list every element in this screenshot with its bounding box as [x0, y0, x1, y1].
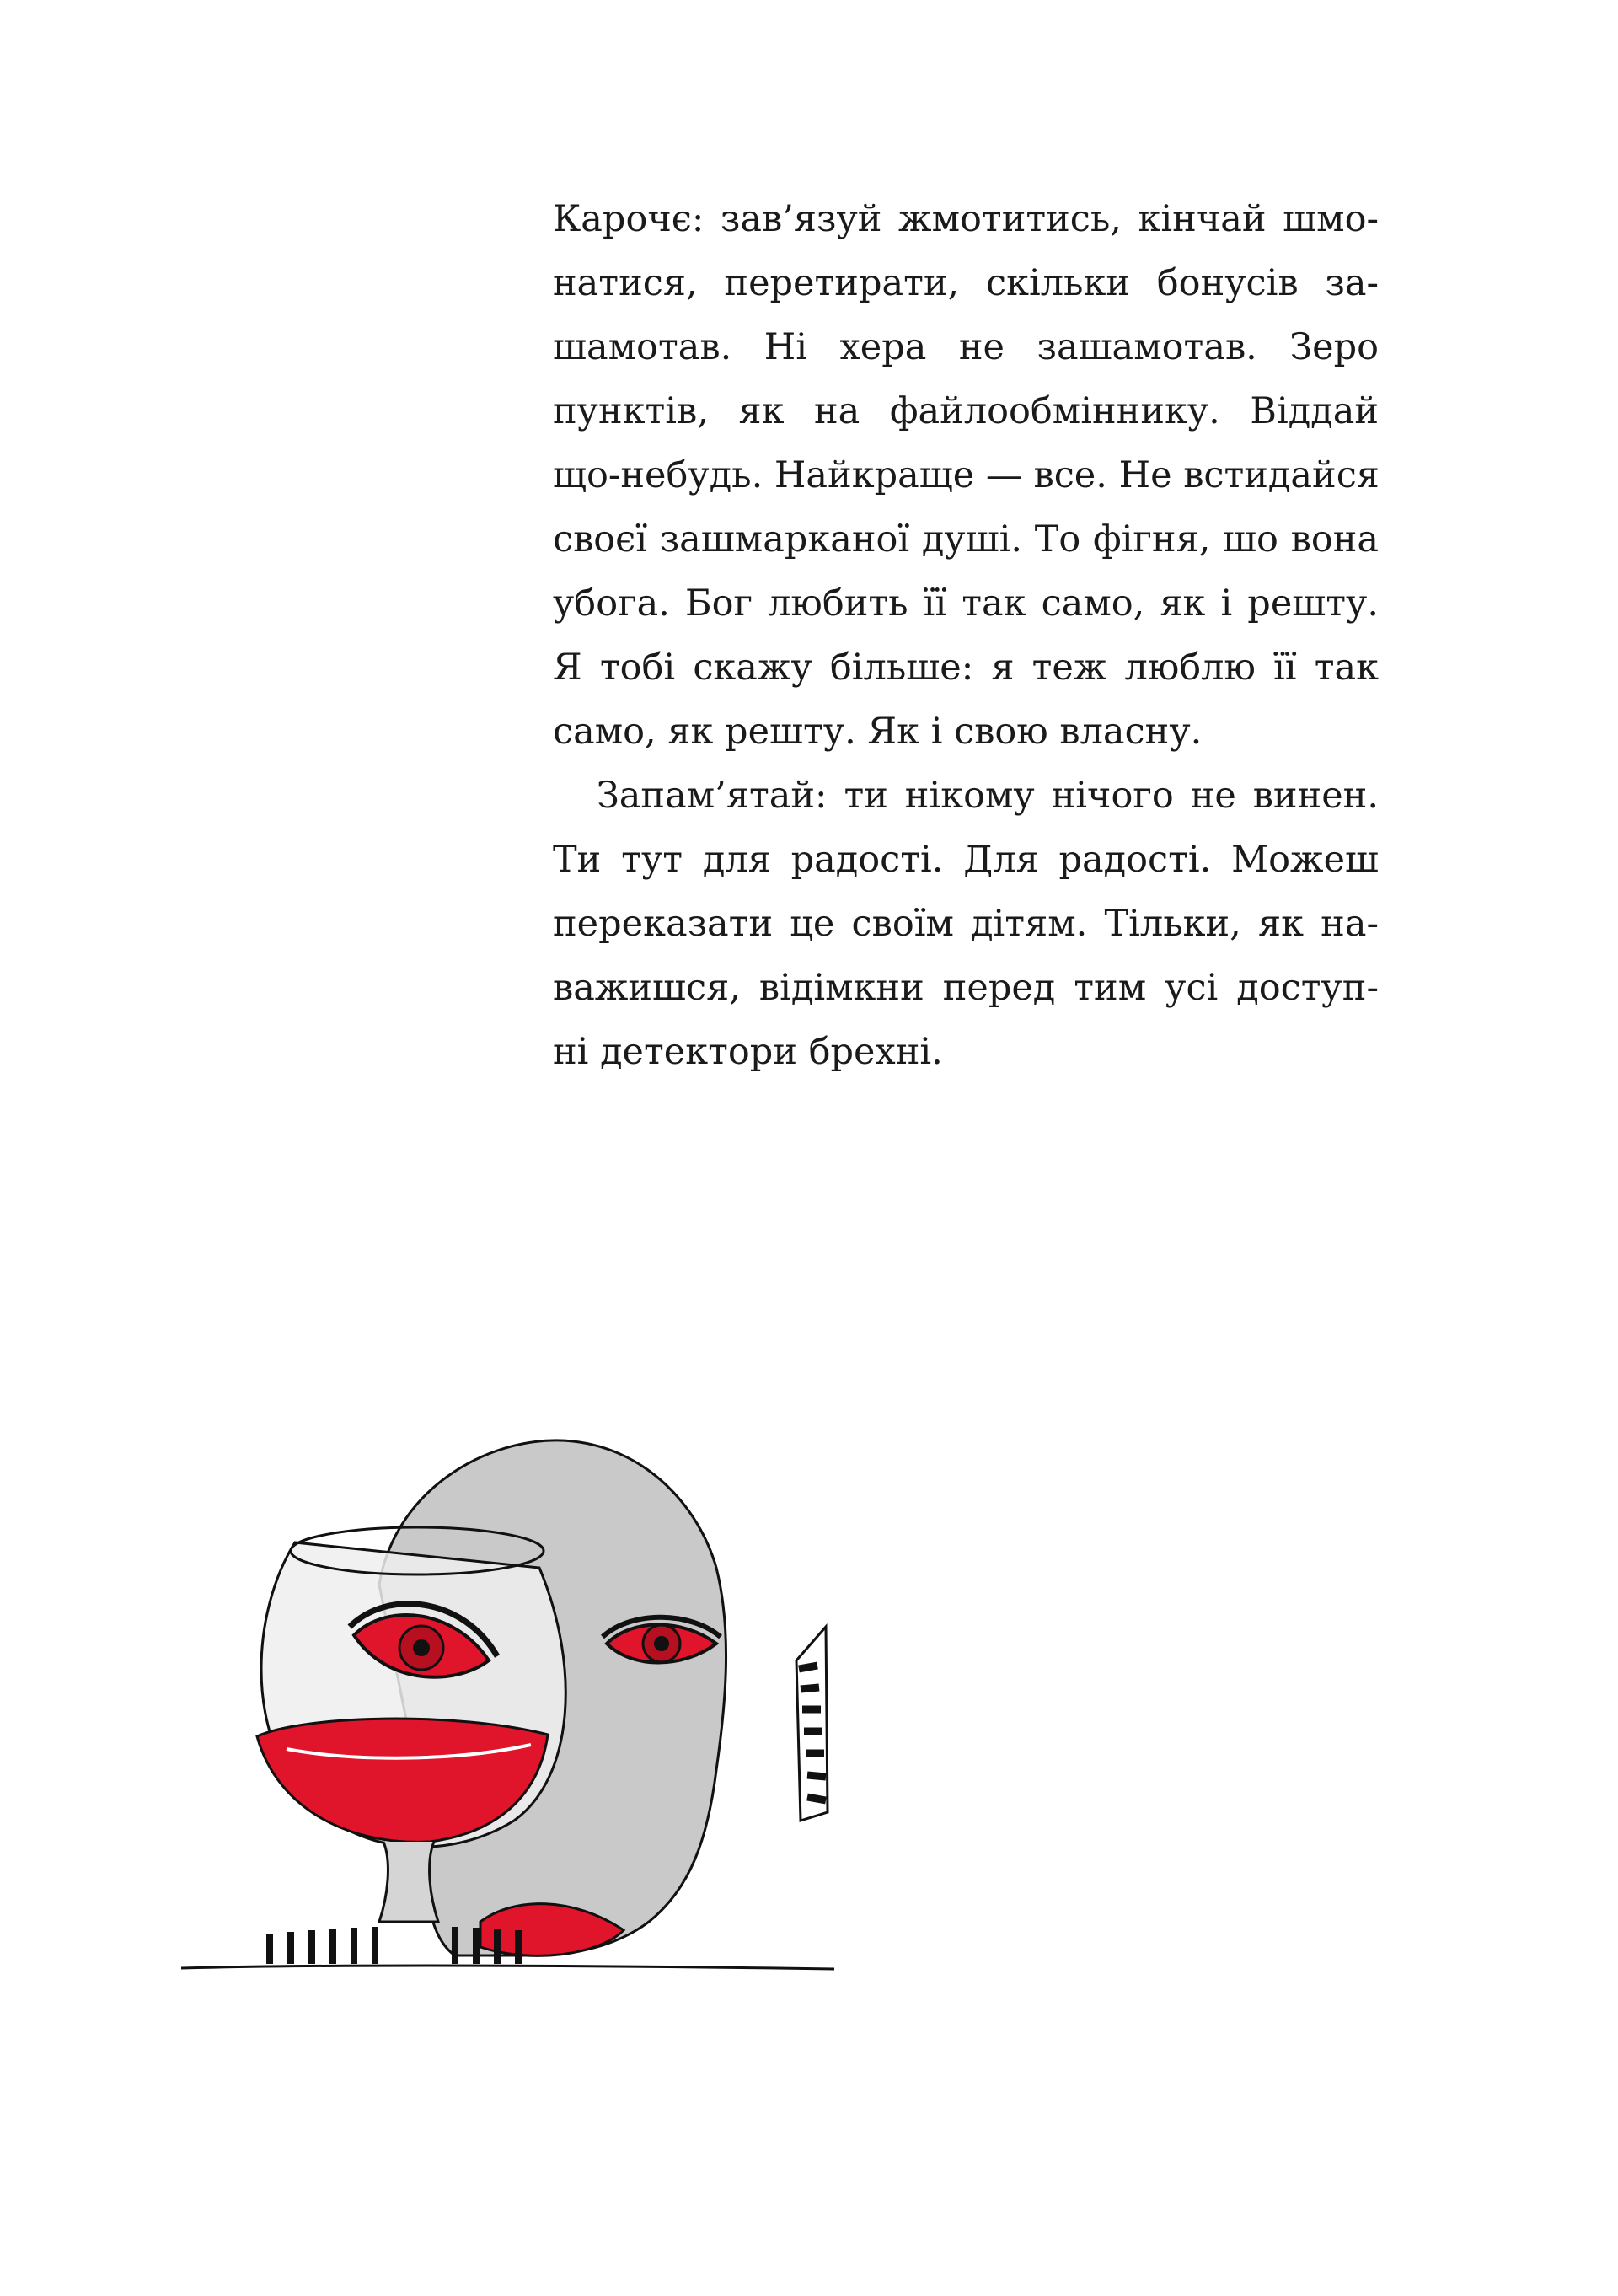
text-line: само, як решту. Як і свою власну. [553, 711, 1203, 753]
body-text [553, 187, 1379, 1084]
wine-glass-stem [379, 1842, 438, 1922]
text-line: Я тобі скажу більше: я теж люблю її так [553, 646, 1379, 689]
text-line: натися, перетирати, скільки бонусів за- [553, 262, 1379, 304]
text-line: Запам’ятай: ти нікому нічого не винен. [597, 775, 1379, 817]
text-line: убога. Бог любить її так само, як і решту. [553, 582, 1379, 625]
text-line: переказати це своїм дітям. Тільки, як на- [553, 903, 1379, 945]
text-line: своєї зашмарканої душі. То фігня, шо вона [553, 518, 1379, 561]
text-line: шамотав. Ні хера не зашамотав. Зеро [553, 326, 1379, 368]
text-line: Ти тут для радості. Для радості. Можеш [553, 839, 1379, 881]
striped-ear [799, 1666, 826, 1800]
text-line: що-небудь. Найкраще — все. Не встидайся [553, 454, 1380, 496]
text-line: важишся, відімкни перед тим усі доступ- [553, 967, 1379, 1009]
text-line: пунктів, як на файлообміннику. Віддай [553, 390, 1379, 432]
paragraph-1 [553, 187, 1379, 764]
paragraph-2 [553, 764, 1379, 1084]
text-line: Карочє: зав’язуй жмотитись, кінчай шмо- [553, 198, 1379, 240]
table-line [181, 1966, 834, 1969]
text-line: ні детектори брехні. [553, 1031, 943, 1073]
illustration-head-wine-glass [177, 1416, 851, 2006]
